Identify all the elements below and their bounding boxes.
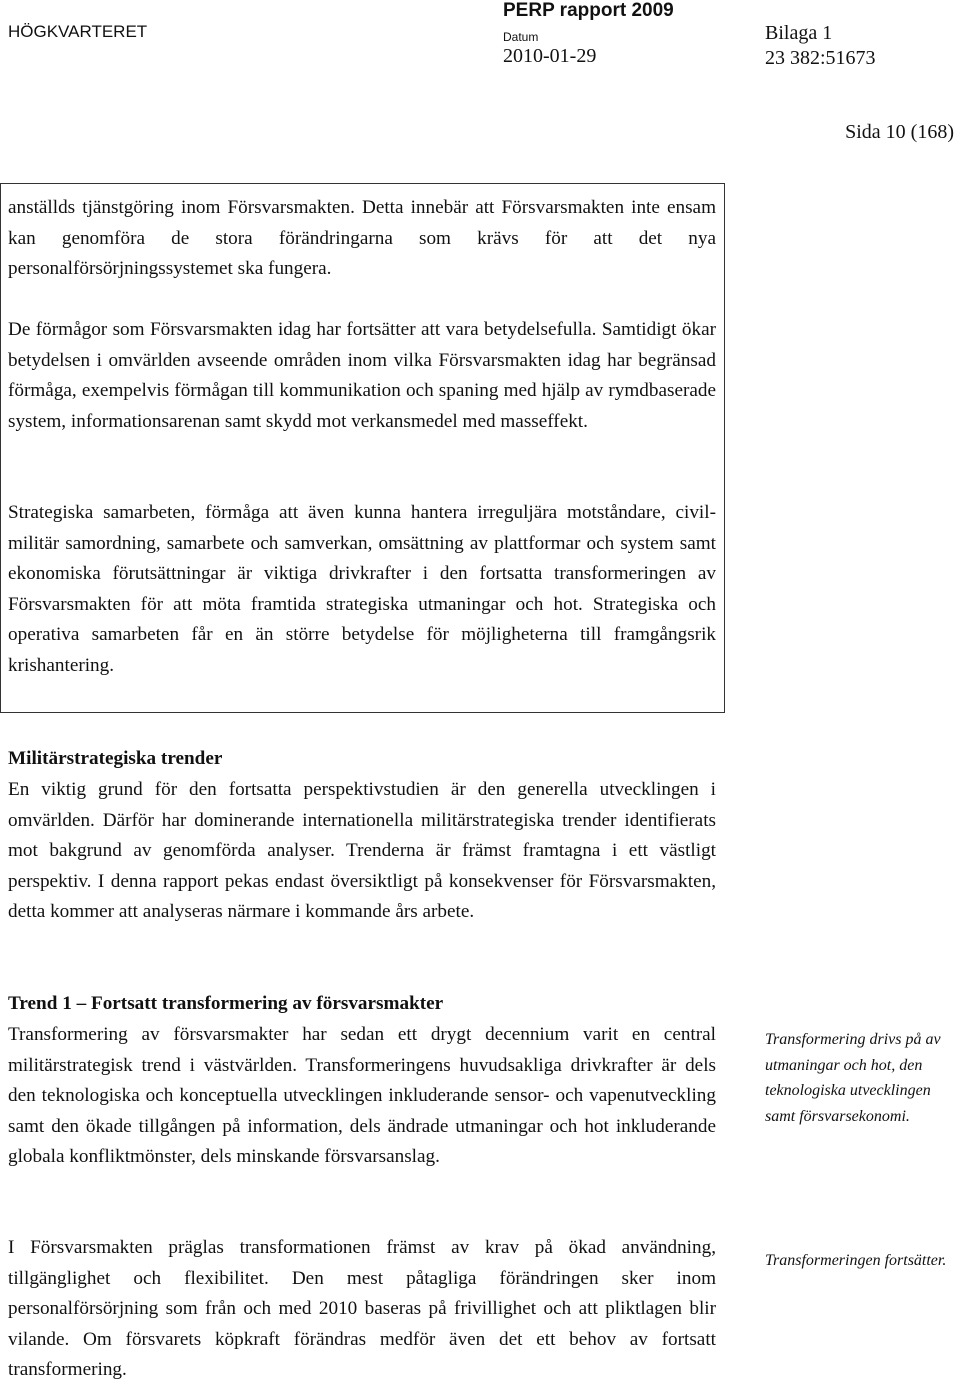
section-paragraph-1: En viktig grund för den fortsatta perspektivstudien är den generella utvecklingen i omvärlden. Därför har dominerande internationella militärstrategiska trender identifierats mot bakgrund av genomförda analyser. Trenderna är främst framtagna i ett västligt perspektiv. I denna rapport pekas endast översiktligt på konsekvenser för Försvarsmakten, detta kommer att analyseras närmare i kommande års arbete. [8,779,716,923]
date-label: Datum [503,30,539,44]
box-paragraph-1: anställds tjänstgöring inom Försvarsmakten. Detta innebär att Försvarsmakten inte ensam kan genomföra de stora förändringarna som krävs för att det nya personalförsörjningssystemet ska fungera. [8,197,716,280]
margin-note-1: Transformering drivs på av utmaningar och hot, den teknologiska utvecklingen samt försvarsekonomi. [765,1031,941,1125]
date-value: 2010-01-29 [503,45,597,67]
document-number: 23 382:51673 [765,47,876,69]
trend1-paragraph-1: Transformering av försvarsmakter har sedan ett drygt decennium varit en central militärstrategisk trend i västvärlden. Transformeringens huvudsakliga drivkrafter är dels den teknologiska och konceptuella utvecklingen inkluderande sensor- och vapenutveckling samt den ökade tillgången på information, dels ändrade utmaningar och hot inkluderande globala konfliktmönster, dels minskande försvarsanslag. [8,1024,716,1168]
organization-name: HÖGKVARTERET [8,22,148,41]
page-number: Sida 10 (168) [845,121,954,143]
box-paragraph-3: Strategiska samarbeten, förmåga att även kunna hantera irreguljära motståndare, civil-militär samordning, samarbete och samverkan, omsättning av plattformar och system samt ekonomiska förutsättningar är viktiga drivkrafter i den fortsatta transformeringen av Försvarsmakten för att möta framtida strategiska utmaningar och hot. Strategiska och operativa samarbeten får en än större betydelse för möjligheterna till framgångsrik krishantering. [8,502,716,676]
margin-note-2: Transformeringen fortsätter. [765,1252,947,1269]
section-heading: Militärstrategiska trender [8,748,223,769]
trend1-heading: Trend 1 – Fortsatt transformering av försvarsmakter [8,993,444,1014]
appendix-label: Bilaga 1 [765,22,833,44]
report-title: PERP rapport 2009 [503,0,674,21]
box-paragraph-2: De förmågor som Försvarsmakten idag har fortsätter att vara betydelsefulla. Samtidigt ökar betydelsen i omvärlden avseende områden inom vilka Försvarsmakten idag har begränsad förmåga, exempelvis förmågan till kommunikation och spaning med hjälp av rymdbaserade system, informationsarenan samt skydd mot verkansmedel med masseffekt. [8,319,716,432]
trend1-paragraph-2: I Försvarsmakten präglas transformationen främst av krav på ökad användning, tillgänglighet och flexibilitet. Den mest påtagliga förändringen sker inom personalförsörjning som från och med 2010 baseras på frivillighet och att pliktlagen blir vilande. Om försvarets köpkraft förändras medför även det ett behov av fortsatt transformering. [8,1237,716,1381]
